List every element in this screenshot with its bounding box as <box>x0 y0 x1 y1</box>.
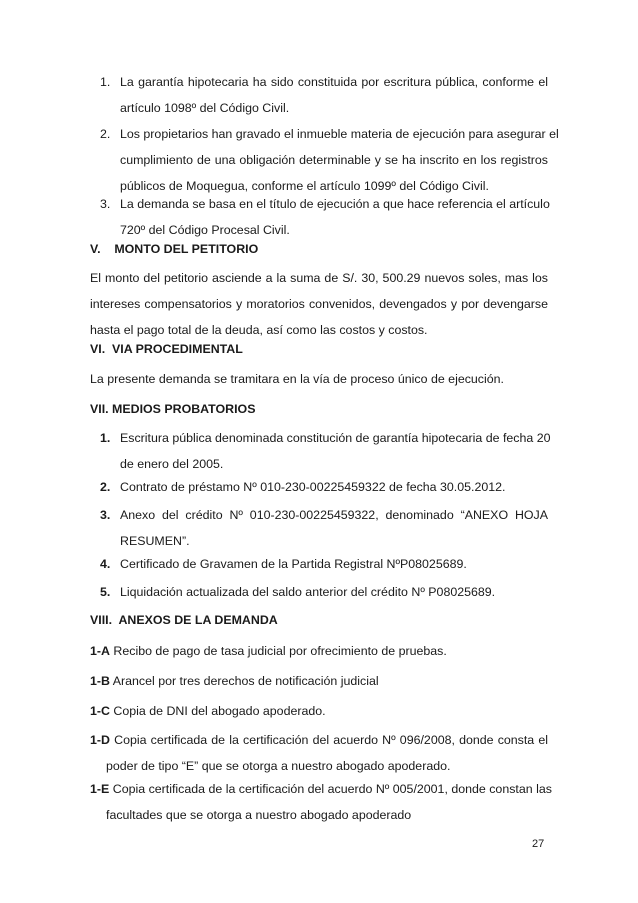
list-number: 1. <box>100 75 111 89</box>
list-number: 2. <box>100 480 111 494</box>
list-item <box>100 508 548 548</box>
section-heading <box>90 613 548 627</box>
list-text: artículo 1098º del Código Civil. <box>120 101 290 115</box>
list-item <box>100 557 548 571</box>
section-heading-text: VII. MEDIOS PROBATORIOS <box>90 402 256 416</box>
annex-code: 1-D <box>90 733 110 747</box>
list-text: 720º del Código Procesal Civil. <box>120 223 290 237</box>
annex-item <box>90 674 548 688</box>
annex-item <box>90 733 548 773</box>
annex-code: 1-B <box>90 674 110 688</box>
annex-code: 1-A <box>90 644 110 658</box>
list-number: 3. <box>100 508 111 522</box>
annex-text: Copia certificada de la certificación del acuerdo Nº 096/2008, donde consta el <box>114 733 548 747</box>
list-text: RESUMEN”. <box>120 534 190 548</box>
list-number: 4. <box>100 557 111 571</box>
list-text: Escritura pública denominada constitución de garantía hipotecaria de fecha 20 <box>120 431 551 445</box>
list-text: cumplimiento de una obligación determinable y se ha inscrito en los registros <box>120 153 548 167</box>
section-heading-text: VIII. ANEXOS DE LA DEMANDA <box>90 613 278 627</box>
list-item <box>100 480 548 494</box>
annex-text: Arancel por tres derechos de notificación judicial <box>112 674 379 688</box>
list-number: 5. <box>100 585 111 599</box>
list-number: 1. <box>100 431 111 445</box>
list-text: Anexo del crédito Nº 010-230-00225459322, denominado “ANEXO HOJA <box>120 508 548 522</box>
list-text: Liquidación actualizada del saldo anterior del crédito Nº P08025689. <box>120 585 496 599</box>
list-text: La garantía hipotecaria ha sido constituida por escritura pública, conforme el <box>120 75 548 89</box>
list-item <box>100 431 551 471</box>
list-item <box>100 75 548 115</box>
list-item <box>100 197 550 237</box>
paragraph-line: intereses compensatorios y moratorios convenidos, devengados y por devengarse <box>90 297 548 311</box>
paragraph <box>90 372 548 386</box>
list-text: de enero del 2005. <box>120 457 224 471</box>
list-item <box>100 127 559 193</box>
paragraph-line: hasta el pago total de la deuda, así como las costos y costos. <box>90 323 428 337</box>
paragraph <box>90 271 548 337</box>
annex-text: Copia de DNI del abogado apoderado. <box>113 704 326 718</box>
list-number: 2. <box>100 127 111 141</box>
annex-code: 1-E <box>90 782 110 796</box>
section-heading <box>90 342 548 356</box>
annex-text: poder de tipo “E” que se otorga a nuestro abogado apoderado. <box>106 759 451 773</box>
section-heading-text: VI. VIA PROCEDIMENTAL <box>90 342 243 356</box>
annex-text: Recibo de pago de tasa judicial por ofrecimiento de pruebas. <box>113 644 447 658</box>
list-number: 3. <box>100 197 111 211</box>
list-text: públicos de Moquegua, conforme el artículo 1099º del Código Civil. <box>120 179 489 193</box>
annex-text: facultades que se otorga a nuestro abogado apoderado <box>106 808 412 822</box>
paragraph-line: El monto del petitorio asciende a la suma de S/. 30, 500.29 nuevos soles, mas los <box>90 271 548 285</box>
section-heading <box>90 402 548 416</box>
list-text: Los propietarios han gravado el inmueble materia de ejecución para asegurar el <box>120 127 559 141</box>
paragraph-line: La presente demanda se tramitara en la vía de proceso único de ejecución. <box>90 372 504 386</box>
annex-item <box>90 644 548 658</box>
section-heading <box>90 242 548 256</box>
annex-item <box>90 782 552 822</box>
list-text: Certificado de Gravamen de la Partida Registral NºP08025689. <box>120 557 467 571</box>
section-heading-text: V. MONTO DEL PETITORIO <box>90 242 259 256</box>
annex-text: Copia certificada de la certificación del acuerdo Nº 005/2001, donde constan las <box>112 782 552 796</box>
page-number: 27 <box>532 838 545 850</box>
list-item <box>100 585 548 599</box>
annex-item <box>90 704 548 718</box>
list-text: Contrato de préstamo Nº 010-230-00225459322 de fecha 30.05.2012. <box>120 480 506 494</box>
annex-code: 1-C <box>90 704 110 718</box>
list-text: La demanda se basa en el título de ejecución a que hace referencia el artículo <box>120 197 550 211</box>
